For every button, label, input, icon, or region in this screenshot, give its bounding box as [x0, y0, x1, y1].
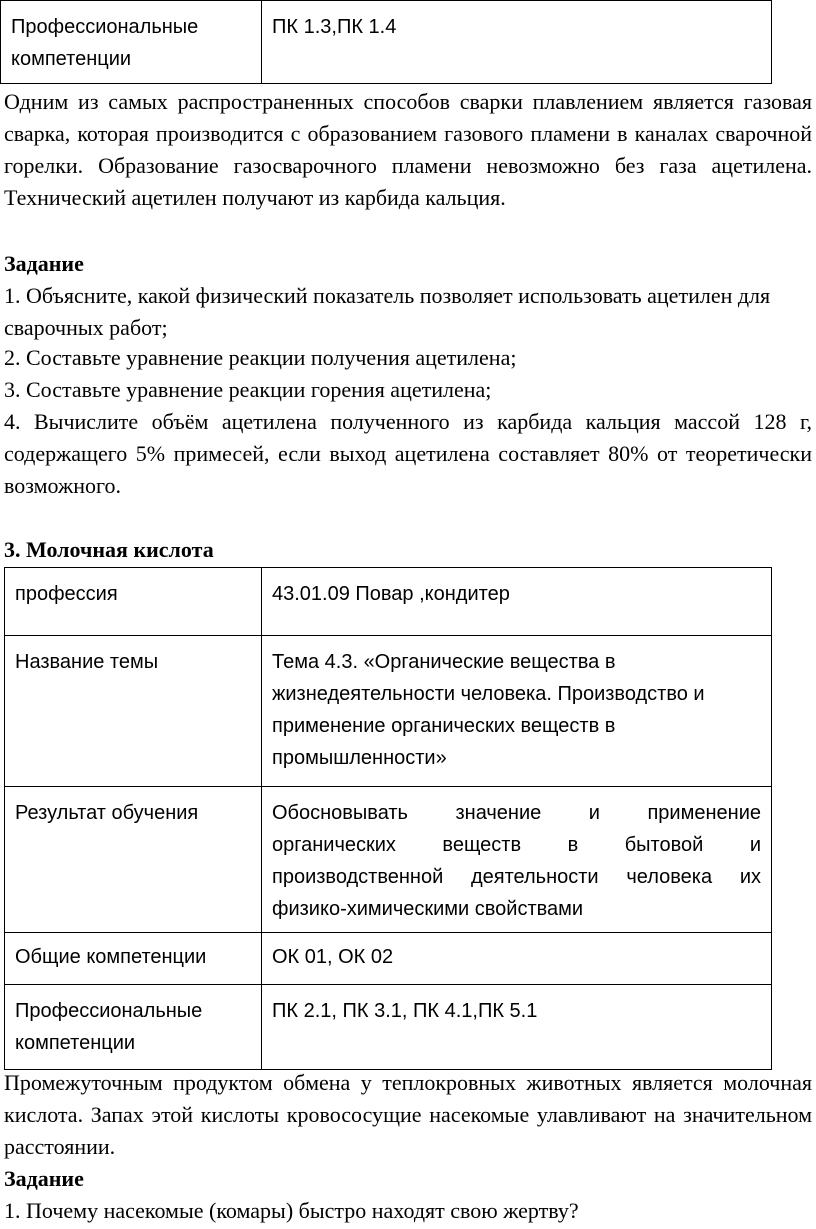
- table-row: [5, 568, 772, 636]
- row-label: Общие компетенции: [15, 946, 207, 968]
- row-label: Название темы: [15, 651, 159, 673]
- table-value-cell: [262, 933, 772, 985]
- section3-table: [4, 567, 772, 1070]
- table-value-cell: [262, 636, 772, 787]
- table-row: [5, 985, 772, 1070]
- table-label-cell: [1, 1, 262, 84]
- table-value-cell: [262, 787, 772, 933]
- row-label: Профессиональные компетенции: [15, 1000, 203, 1054]
- table-row: [5, 636, 772, 787]
- row-label: Результат обучения: [15, 802, 199, 824]
- table-row: [5, 787, 772, 933]
- top-competence-table: [0, 0, 772, 84]
- section1-task-4: 4. Вычислите объём ацетилена полученного из карбида кальция массой 128 г, содержащего 5% примесей, если выход ацетилена составляет 80% от теоретически возможного.: [4, 409, 812, 498]
- table-label-cell: [5, 787, 262, 933]
- row-value: Тема 4.3. «Органические вещества в жизнедеятельности человека. Производство и применение органических веществ в промышленности»: [272, 651, 705, 769]
- section3-task-1: 1. Почему насекомые (комары) быстро находят свою жертву?: [4, 1198, 579, 1223]
- section3-task-heading: Задание: [4, 1166, 84, 1191]
- row-label: профессия: [15, 583, 118, 605]
- table-label-cell: [5, 636, 262, 787]
- row-value: ОК 01, ОК 02: [272, 946, 394, 968]
- row-value: ПК 2.1, ПК 3.1, ПК 4.1,ПК 5.1: [272, 1000, 538, 1022]
- row-value: 43.01.09 Повар ,кондитер: [272, 583, 510, 605]
- section3-heading: 3. Молочная кислота: [4, 537, 214, 562]
- section1-task-2: 2. Составьте уравнение реакции получения ацетилена;: [4, 345, 517, 370]
- section1-intro: Одним из самых распространенных способов сварки плавлением является газовая сварка, которая производится с образованием газового пламени в каналах сварочной горелки. Образование газосварочного пламени невозможно без газа ацетилена. Технический ацетилен получают из карбида кальция.: [4, 89, 812, 210]
- table-row: [1, 1, 772, 84]
- table-label-cell: [5, 933, 262, 985]
- table-row: [5, 933, 772, 985]
- competence-label: Профессиональные компетенции: [11, 16, 199, 70]
- section1-task-1: 1. Объясните, какой физический показатель позволяет использовать ацетилен для сварочных работ;: [4, 283, 771, 340]
- section1-task-3: 3. Составьте уравнение реакции горения ацетилена;: [4, 377, 492, 402]
- table-value-cell: [262, 568, 772, 636]
- section3-intro: Промежуточным продуктом обмена у теплокровных животных является молочная кислота. Запах этой кислоты кровососущие насекомые улавливают на значительном расстоянии.: [4, 1070, 812, 1159]
- table-value-cell: [262, 1, 772, 84]
- table-label-cell: [5, 568, 262, 636]
- table-label-cell: [5, 985, 262, 1070]
- row-value: Обосновывать значение и применение органических веществ в бытовой и производственной деятельности человека их физико-химическими свойствами: [272, 802, 761, 920]
- competence-value: ПК 1.3,ПК 1.4: [272, 16, 397, 38]
- section1-task-heading: Задание: [4, 251, 84, 276]
- table-value-cell: [262, 985, 772, 1070]
